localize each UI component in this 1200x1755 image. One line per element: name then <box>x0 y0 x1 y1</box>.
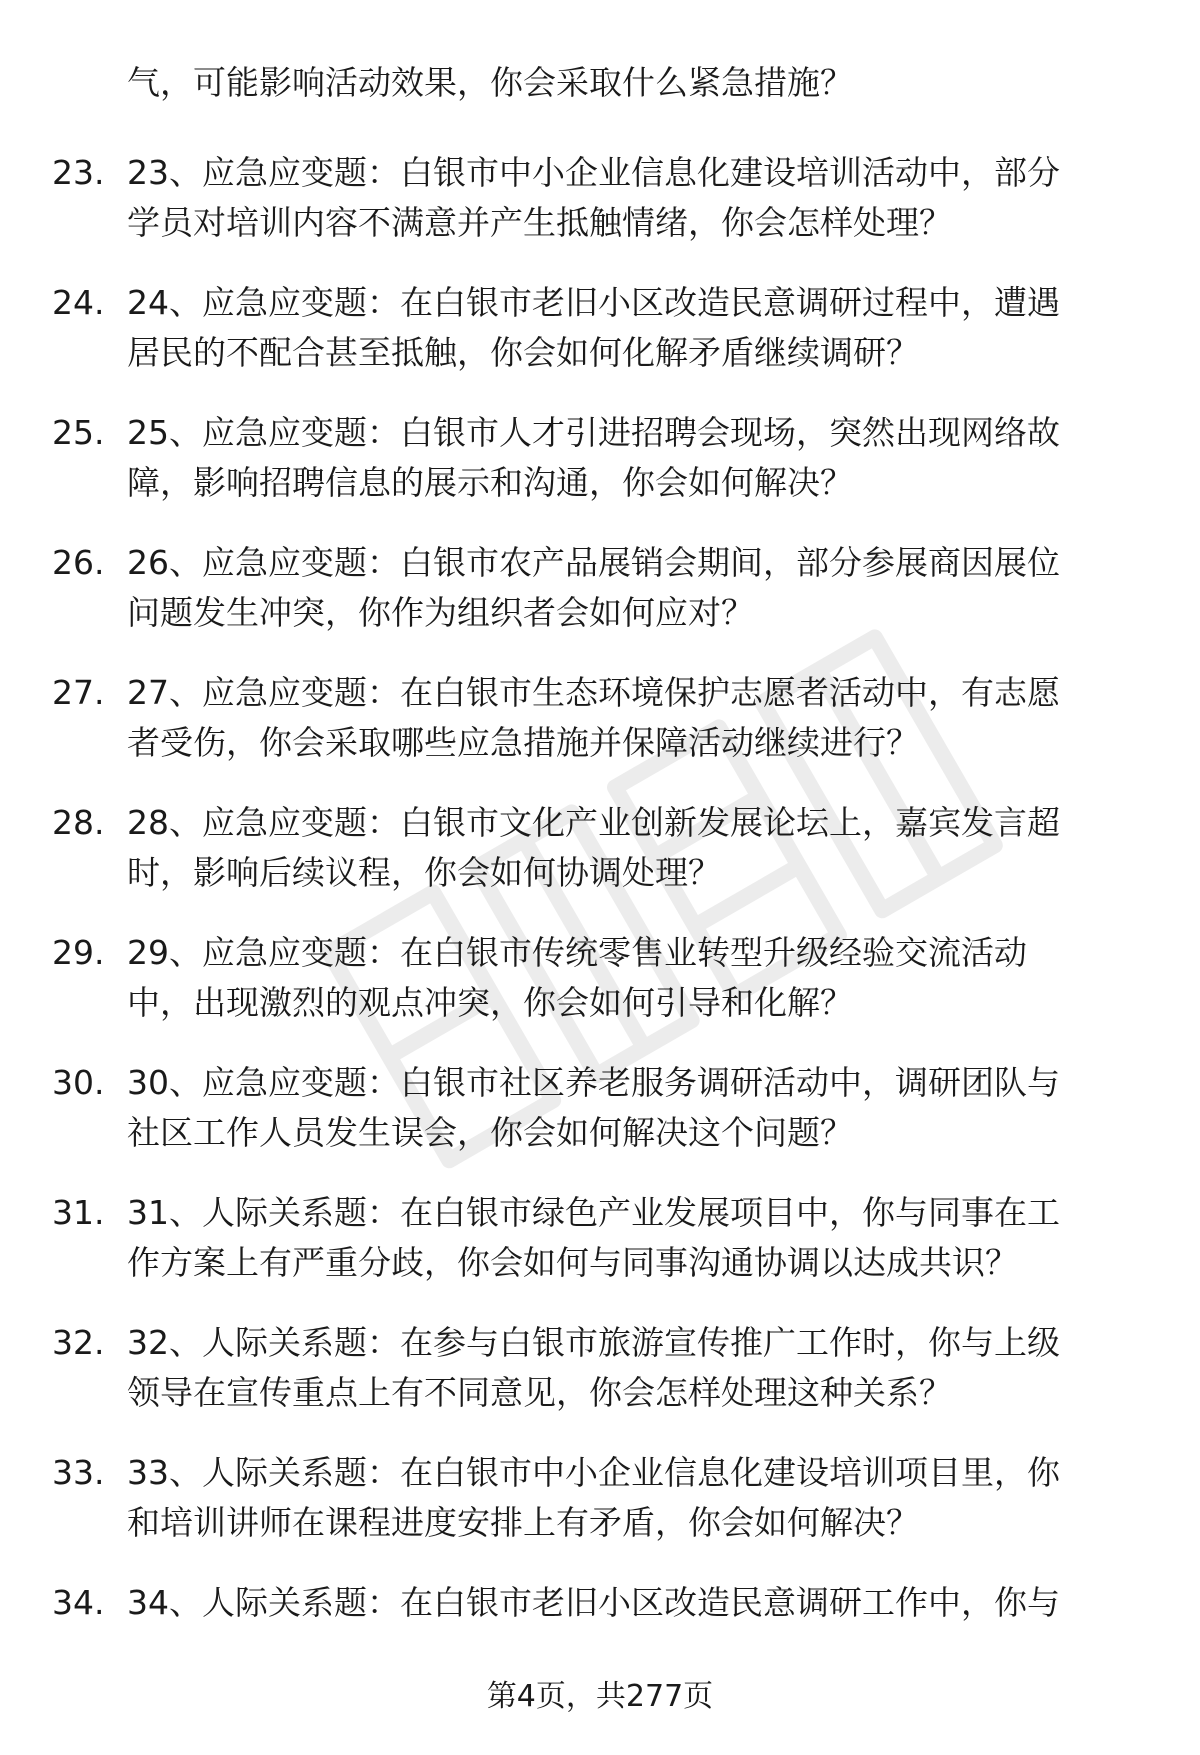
question-line: 24、应急应变题：在白银市老旧小区改造民意调研过程中，遭遇 <box>127 283 1060 322</box>
question-line: 27、应急应变题：在白银市生态环境保护志愿者活动中，有志愿 <box>127 673 1060 712</box>
question-item <box>0 798 1200 928</box>
question-text <box>127 278 1147 378</box>
question-line: 28、应急应变题：白银市文化产业创新发展论坛上，嘉宾发言超 <box>127 803 1060 842</box>
question-number: 29. <box>52 933 105 972</box>
question-item <box>0 1058 1200 1188</box>
question-line: 时，影响后续议程，你会如何协调处理？ <box>127 853 721 892</box>
question-list <box>0 148 1200 1708</box>
question-text <box>127 1188 1147 1288</box>
question-line: 领导在宣传重点上有不同意见，你会怎样处理这种关系？ <box>127 1373 952 1412</box>
question-number: 32. <box>52 1323 105 1362</box>
question-text <box>127 408 1147 508</box>
question-number: 28. <box>52 803 105 842</box>
question-text <box>127 148 1147 248</box>
question-line: 26、应急应变题：白银市农产品展销会期间，部分参展商因展位 <box>127 543 1060 582</box>
question-line: 中，出现激烈的观点冲突，你会如何引导和化解？ <box>127 983 853 1022</box>
question-number: 33. <box>52 1453 105 1492</box>
question-line: 障，影响招聘信息的展示和沟通，你会如何解决？ <box>127 463 853 502</box>
question-line: 者受伤，你会采取哪些应急措施并保障活动继续进行？ <box>127 723 919 762</box>
question-line: 作方案上有严重分歧，你会如何与同事沟通协调以达成共识？ <box>127 1243 1018 1282</box>
question-item <box>0 668 1200 798</box>
question-line: 34、人际关系题：在白银市老旧小区改造民意调研工作中，你与 <box>127 1583 1060 1622</box>
question-text <box>127 1578 1147 1628</box>
question-line: 学员对培训内容不满意并产生抵触情绪，你会怎样处理？ <box>127 203 952 242</box>
question-text <box>127 928 1147 1028</box>
question-item <box>0 278 1200 408</box>
question-text <box>127 1318 1147 1418</box>
question-line: 25、应急应变题：白银市人才引进招聘会现场，突然出现网络故 <box>127 413 1060 452</box>
question-line: 和培训讲师在课程进度安排上有矛盾，你会如何解决？ <box>127 1503 919 1542</box>
question-number: 27. <box>52 673 105 712</box>
question-line: 30、应急应变题：白银市社区养老服务调研活动中，调研团队与 <box>127 1063 1060 1102</box>
page-footer: 第4页，共277页 <box>486 1679 714 1714</box>
question-text <box>127 668 1147 768</box>
question-item <box>0 148 1200 278</box>
question-number: 31. <box>52 1193 105 1232</box>
question-number: 23. <box>52 153 105 192</box>
question-line: 23、应急应变题：白银市中小企业信息化建设培训活动中，部分 <box>127 153 1060 192</box>
question-line: 居民的不配合甚至抵触，你会如何化解矛盾继续调研？ <box>127 333 919 372</box>
question-text <box>127 1448 1147 1548</box>
question-text <box>127 1058 1147 1158</box>
question-item <box>0 1188 1200 1318</box>
question-number: 24. <box>52 283 105 322</box>
question-number: 26. <box>52 543 105 582</box>
question-item <box>0 538 1200 668</box>
question-number: 30. <box>52 1063 105 1102</box>
question-number: 34. <box>52 1583 105 1622</box>
question-item <box>0 1318 1200 1448</box>
question-item <box>0 1448 1200 1578</box>
question-line: 32、人际关系题：在参与白银市旅游宣传推广工作时，你与上级 <box>127 1323 1060 1362</box>
question-line: 33、人际关系题：在白银市中小企业信息化建设培训项目里，你 <box>127 1453 1060 1492</box>
continuation-line: 气，可能影响活动效果，你会采取什么紧急措施？ <box>127 63 853 102</box>
question-text <box>127 798 1147 898</box>
question-line: 问题发生冲突，你作为组织者会如何应对？ <box>127 593 754 632</box>
question-text <box>127 538 1147 638</box>
question-line: 29、应急应变题：在白银市传统零售业转型升级经验交流活动 <box>127 933 1027 972</box>
question-line: 31、人际关系题：在白银市绿色产业发展项目中，你与同事在工 <box>127 1193 1060 1232</box>
question-line: 社区工作人员发生误会，你会如何解决这个问题？ <box>127 1113 853 1152</box>
question-number: 25. <box>52 413 105 452</box>
question-item <box>0 928 1200 1058</box>
question-item <box>0 408 1200 538</box>
